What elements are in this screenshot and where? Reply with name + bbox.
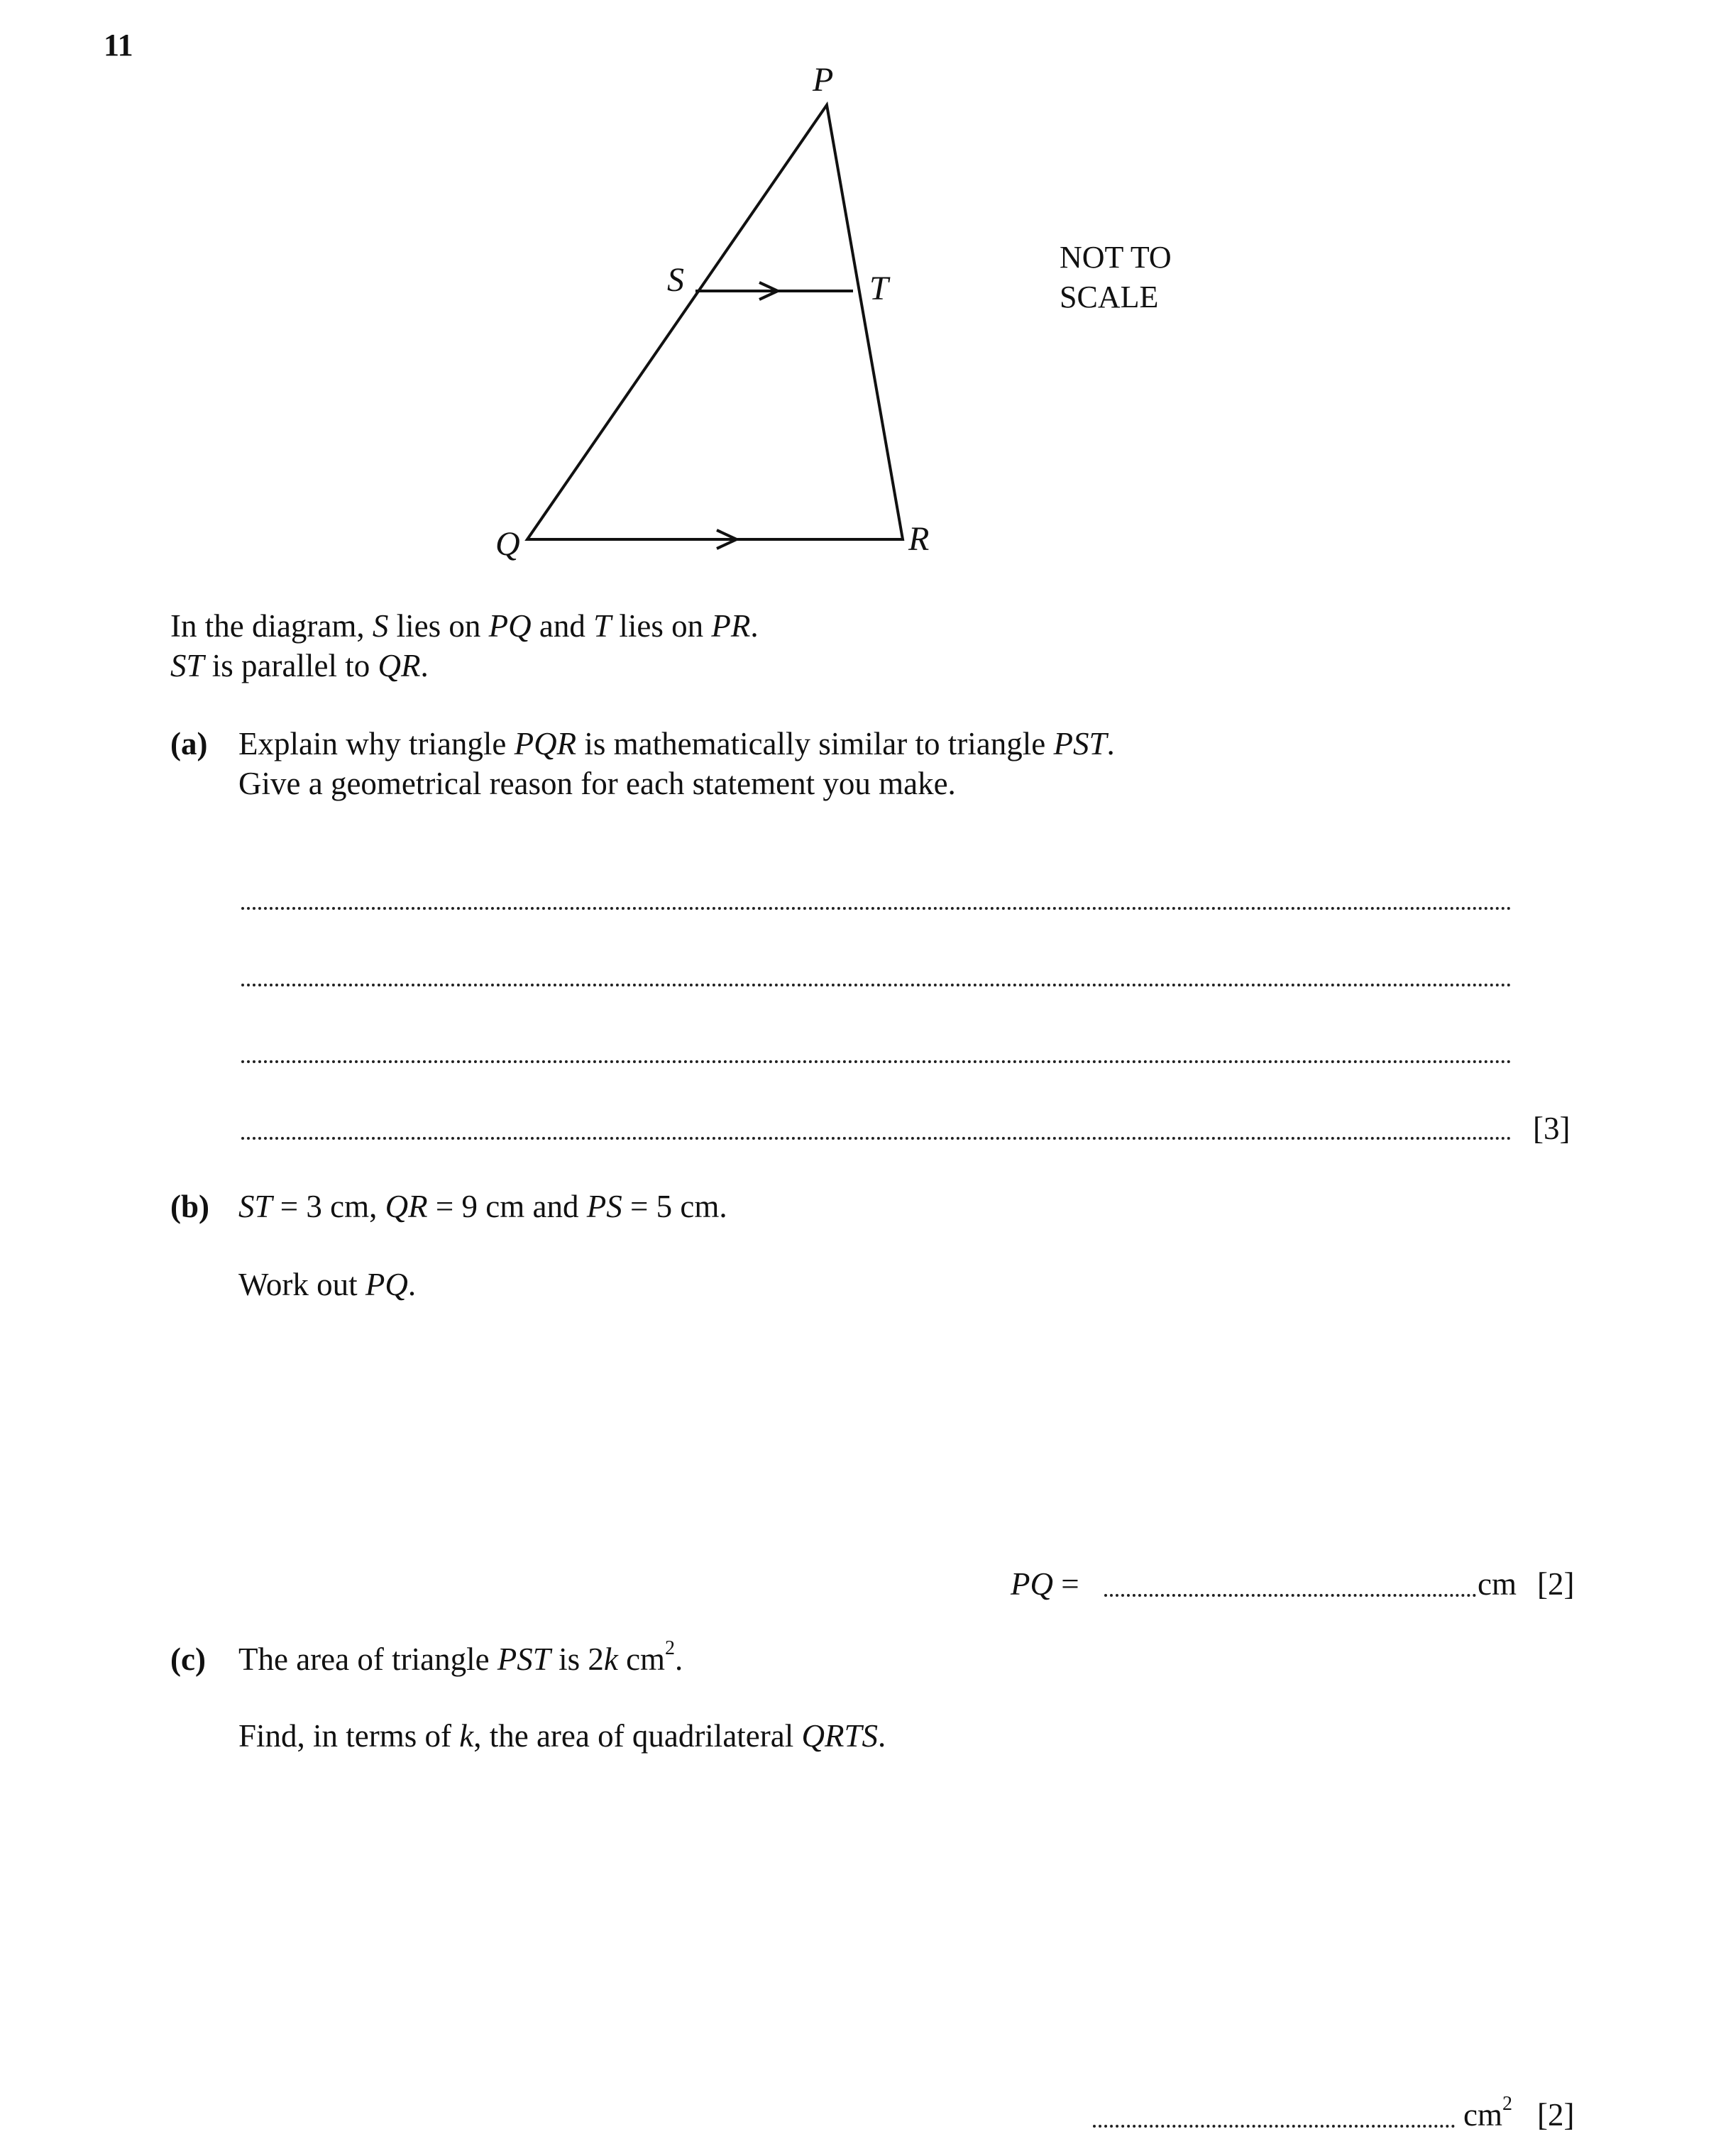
answer-line-a-1[interactable] xyxy=(241,907,1512,910)
intro-line-2: ST is parallel to QR. xyxy=(170,648,429,683)
part-b-instruction: Work out PQ. xyxy=(238,1267,417,1302)
similar-triangles-diagram xyxy=(454,50,994,575)
not-to-scale-note xyxy=(1060,238,1172,317)
label-r: R xyxy=(908,520,930,558)
answer-line-a-2[interactable] xyxy=(241,984,1512,986)
part-b-unit: cm xyxy=(1478,1566,1517,1602)
part-a-line-2: Give a geometrical reason for each statement you make. xyxy=(238,766,956,801)
part-c-line-2: Find, in terms of k, the area of quadrilateral QRTS. xyxy=(238,1718,886,1754)
part-a-label: (a) xyxy=(170,726,208,761)
part-a-line-1: Explain why triangle PQR is mathematically similar to triangle PST. xyxy=(238,726,1115,761)
label-p: P xyxy=(813,61,834,99)
part-c-label: (c) xyxy=(170,1641,206,1677)
question-number: 11 xyxy=(104,28,133,62)
part-b-answer-label: PQ = xyxy=(1011,1566,1079,1602)
part-b-given: ST = 3 cm, QR = 9 cm and PS = 5 cm. xyxy=(238,1189,727,1224)
label-t: T xyxy=(869,270,889,307)
answer-line-c[interactable] xyxy=(1093,2125,1455,2128)
answer-line-b[interactable] xyxy=(1104,1594,1476,1597)
part-c-unit: $cm^2$ xyxy=(1463,2093,1512,2133)
triangle-pqr xyxy=(527,105,903,539)
part-b-label: (b) xyxy=(170,1189,209,1224)
label-s: S xyxy=(667,261,684,299)
note-line-1: NOT TO xyxy=(1060,240,1172,275)
part-b-marks: [2] xyxy=(1537,1566,1575,1602)
intro-line-1: In the diagram, S lies on PQ and T lies on PR. xyxy=(170,608,759,644)
answer-line-a-4[interactable] xyxy=(241,1137,1512,1140)
part-c-marks: [2] xyxy=(1537,2097,1575,2133)
part-a-marks: [3] xyxy=(1533,1111,1571,1146)
label-q: Q xyxy=(495,525,520,563)
note-line-2: SCALE xyxy=(1060,280,1159,314)
answer-line-a-3[interactable] xyxy=(241,1060,1512,1063)
part-c-line-1: The area of triangle PST is 2k $cm^2$. xyxy=(238,1637,683,1677)
